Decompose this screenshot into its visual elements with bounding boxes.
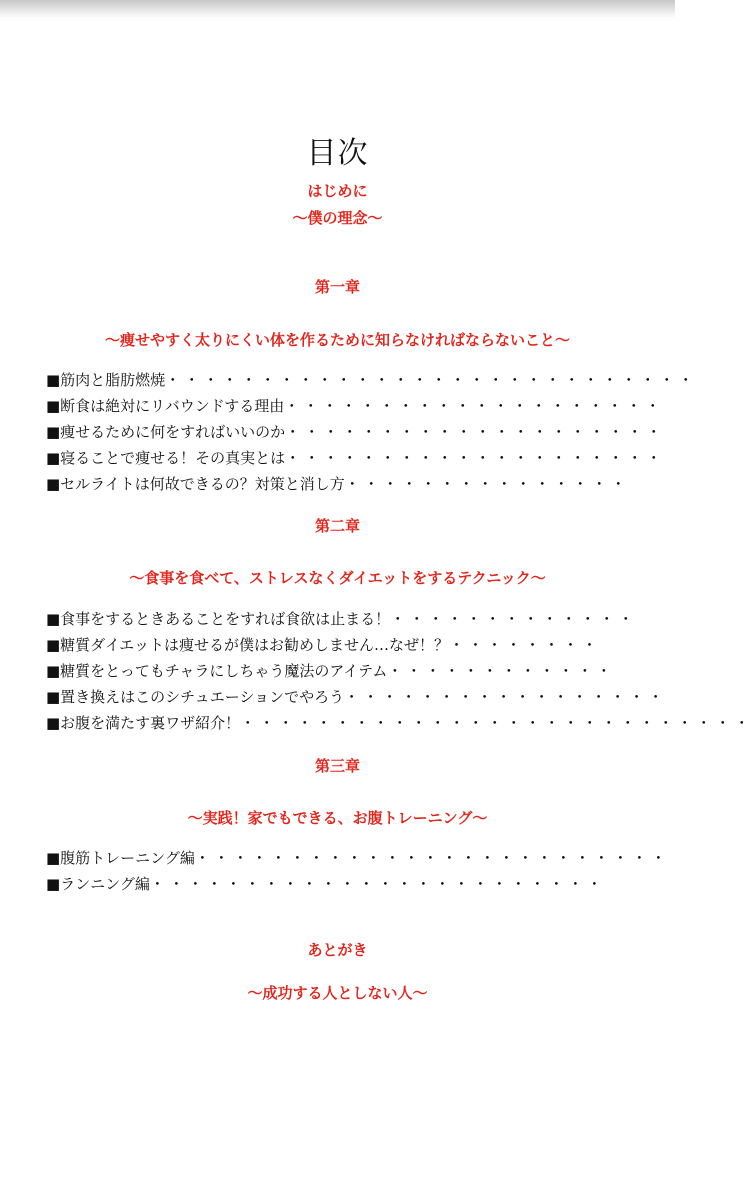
entry-text: ■筋肉と脂肪燃焼 (46, 371, 166, 389)
entry-text: ■食事をするときあることをすれば食欲は止まる！ (46, 610, 391, 628)
toc-entry[interactable] (46, 634, 606, 656)
entry-text: ■断食は絶対にリバウンドする理由 (46, 397, 285, 415)
toc-entry[interactable] (46, 873, 606, 895)
toc-entry[interactable] (46, 421, 666, 443)
toc-entry[interactable] (46, 369, 698, 391)
dot-leader: ・・・・・・・・・・・・・・・・・・・・・・・・ (149, 875, 606, 893)
entry-text: ■お腹を満たす裏ワザ紹介！ (46, 714, 241, 732)
entry-text: ■腹筋トレーニング編 (46, 849, 195, 867)
chapter-3-subtitle: 〜実践！家でもできる、お腹トレーニング〜 (187, 809, 488, 827)
dot-leader: ・・・・・・・・・・・・ (387, 662, 616, 680)
toc-entry[interactable] (46, 686, 668, 708)
entry-text: ■セルライトは何故できるの？対策と消し方 (46, 475, 345, 493)
entry-text: ■糖質をとってもチャラにしちゃう魔法のアイテム (46, 662, 388, 680)
dot-leader: ・・・・・・・・・・・・・ (390, 610, 638, 628)
page-title: 目次 (306, 136, 369, 171)
dot-leader: ・・・・・・・・・・・・・・・・・・・・・・・・・ (194, 849, 670, 867)
toc-entry[interactable] (46, 608, 638, 630)
dot-leader: ・・・・・・・・・・・・・・・・・・・・・・・・・・・・ (165, 371, 698, 389)
toc-entry[interactable] (46, 660, 616, 682)
entry-text: ■痩せるために何をすればいいのか (46, 423, 286, 441)
dot-leader: ・・・・・・・・・・・・・・・・・ (344, 688, 668, 706)
dot-leader: ・・・・・・・・・・・・・・・・・・・・ (285, 423, 666, 441)
chapter-1-heading: 第一章 (314, 278, 360, 296)
dot-leader: ・・・・・・・・・・・・・・・・・・・・・・・・・・・ (240, 714, 753, 732)
entry-text: ■置き換えはこのシチュエーションでやろう (46, 688, 345, 706)
chapter-2-heading: 第二章 (314, 517, 360, 535)
toc-entry[interactable] (46, 447, 666, 469)
dot-leader: ・・・・・・・・・・・・・・・・・・・・ (285, 449, 666, 467)
toc-entry[interactable] (46, 395, 665, 417)
chapter-3-heading: 第三章 (314, 757, 360, 775)
toc-entry[interactable] (46, 712, 753, 734)
toc-entry[interactable] (46, 473, 630, 495)
entry-text: ■糖質ダイエットは痩せるが僕はお勧めしません…なぜ！？ (46, 636, 449, 654)
chapter-2-subtitle: 〜食事を食べて、ストレスなくダイエットをするテクニック〜 (129, 569, 546, 587)
intro-subtitle: 〜僕の理念〜 (292, 209, 383, 227)
toc-entry[interactable] (46, 847, 670, 869)
entry-text: ■ランニング編 (46, 875, 150, 893)
entry-text: ■寝ることで痩せる！その真実とは (46, 449, 286, 467)
dot-leader: ・・・・・・・・・・・・・・・ (344, 475, 630, 493)
intro-heading: はじめに (307, 182, 368, 200)
chapter-1-subtitle: 〜痩せやすく太りにくい体を作るために知らなければならないこと〜 (104, 331, 570, 349)
outro-heading: あとがき (307, 941, 368, 959)
dot-leader: ・・・・・・・・ (448, 636, 601, 654)
outro-subtitle: 〜成功する人としない人〜 (247, 984, 428, 1002)
dot-leader: ・・・・・・・・・・・・・・・・・・・・ (284, 397, 665, 415)
